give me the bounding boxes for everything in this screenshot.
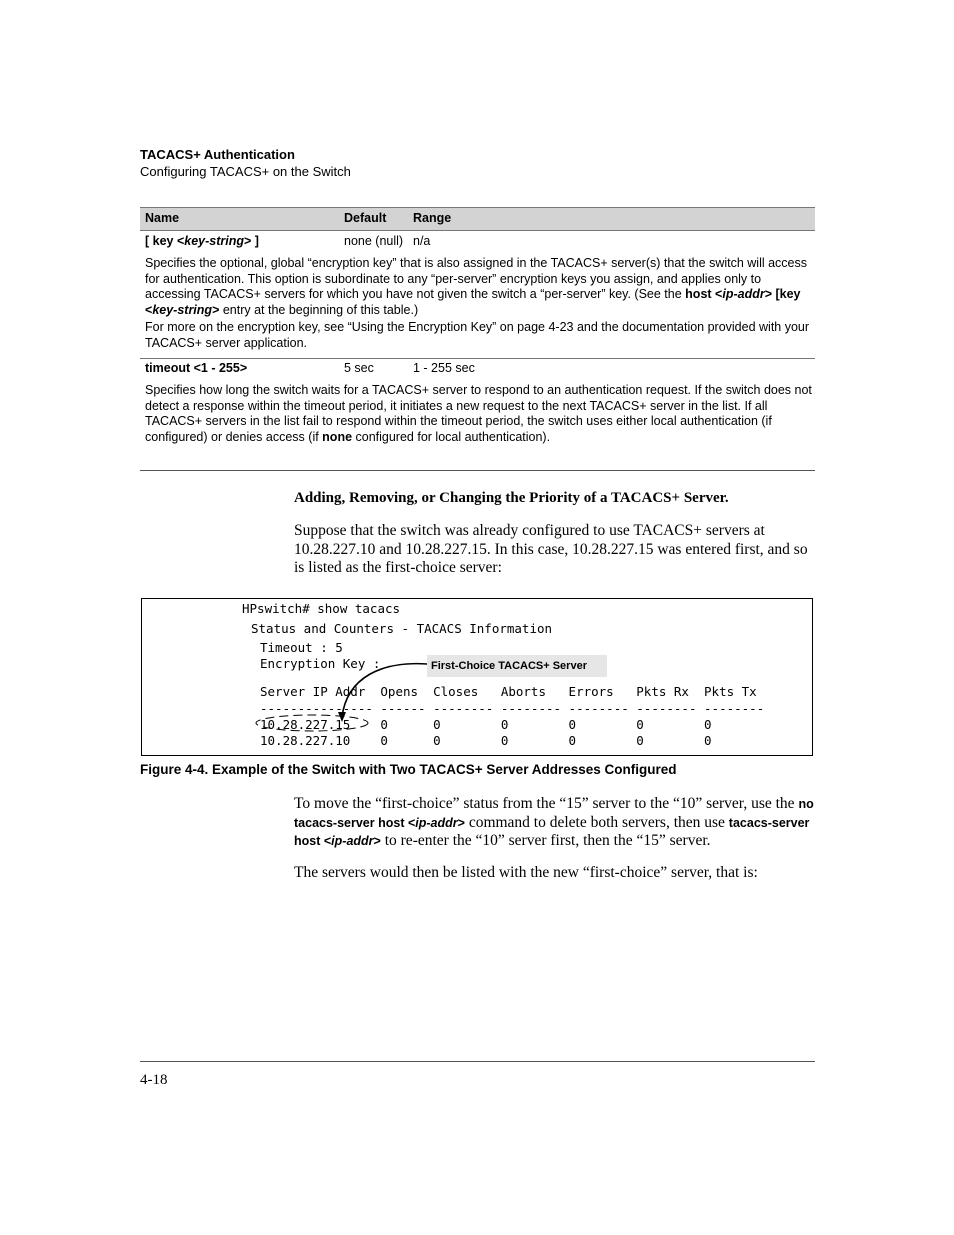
- table-row-default: none (null): [344, 234, 404, 248]
- table-row-name: timeout <1 - 255>: [145, 361, 248, 375]
- table-row-description: Specifies how long the switch waits for a TACACS+ server to respond to an authentication request. If the switch does not detect a response within the timeout period, it initiates a new request to the next TACACS+ server in the list. If all TACACS+ servers in the list fail to respond within the timeout period, the switch uses either local authentication (if configured) or denies access (if none configured for local authentication).: [145, 383, 812, 444]
- figure-caption: Figure 4-4. Example of the Switch with Two TACACS+ Server Addresses Configured: [140, 762, 677, 777]
- table-bottom-rule: [140, 470, 815, 471]
- row-divider: [140, 358, 815, 359]
- column-header-range: Range: [413, 211, 452, 225]
- terminal-timeout: Timeout : 5: [260, 640, 343, 655]
- column-header-name: Name: [145, 211, 180, 225]
- table-row-range: 1 - 255 sec: [413, 361, 475, 375]
- running-header-subtitle: Configuring TACACS+ on the Switch: [140, 164, 351, 179]
- section-heading: Adding, Removing, or Changing the Priority of a TACACS+ Server.: [294, 490, 729, 506]
- terminal-server-row: 10.28.227.15 0 0 0 0 0 0: [260, 717, 712, 732]
- terminal-command: HPswitch# show tacacs: [242, 601, 401, 616]
- terminal-dash-row: --------------- ------ -------- -------- -------- -------- --------: [260, 701, 765, 716]
- running-header-title: TACACS+ Authentication: [140, 147, 295, 162]
- closing-paragraph: The servers would then be listed with the new “first-choice” server, that is:: [294, 864, 758, 881]
- table-row-description-note: For more on the encryption key, see “Using the Encryption Key” on page 4-23 and the documentation provided with your TACACS+ server application.: [145, 320, 810, 350]
- table-header: [140, 207, 815, 231]
- intro-paragraph: Suppose that the switch was already configured to use TACACS+ servers at 10.28.227.10 and 10.28.227.15. In this case, 10.28.227.15 was entered first, and so is listed as the first-choice server:: [294, 522, 808, 576]
- page-number: 4-18: [140, 1072, 168, 1088]
- table-row-default: 5 sec: [344, 361, 374, 375]
- table-row-range: n/a: [413, 234, 431, 248]
- instruction-paragraph: To move the “first-choice” status from the “15” server to the “10” server, use the no tacacs-server host <ip-addr> command to delete both servers, then use tacacs-server host <ip-addr> to re-enter the “10” server first, then the “15” server.: [294, 795, 814, 849]
- terminal-column-headers: Server IP Addr Opens Closes Aborts Errors Pkts Rx Pkts Tx: [260, 684, 757, 699]
- terminal-status-title: Status and Counters - TACACS Information: [251, 621, 553, 636]
- footer-rule: [140, 1061, 815, 1062]
- terminal-server-row: 10.28.227.10 0 0 0 0 0 0: [260, 733, 712, 748]
- column-header-default: Default: [344, 211, 387, 225]
- table-row-name: [ key <key-string> ]: [145, 234, 259, 248]
- terminal-figure: [141, 598, 813, 756]
- table-row-description: Specifies the optional, global “encryption key” that is also assigned in the TACACS+ server(s) that the switch will access for authentication. This option is subordinate to any “per-server” encryption keys you assign, and applies only to accessing TACACS+ servers for which you have not given the switch a “per-server” key. (See the host <ip-addr> [key <key-string> entry at the beginning of this table.): [145, 256, 807, 317]
- terminal-encryption-key: Encryption Key :: [260, 656, 381, 671]
- first-choice-callout: First-Choice TACACS+ Server: [427, 655, 607, 677]
